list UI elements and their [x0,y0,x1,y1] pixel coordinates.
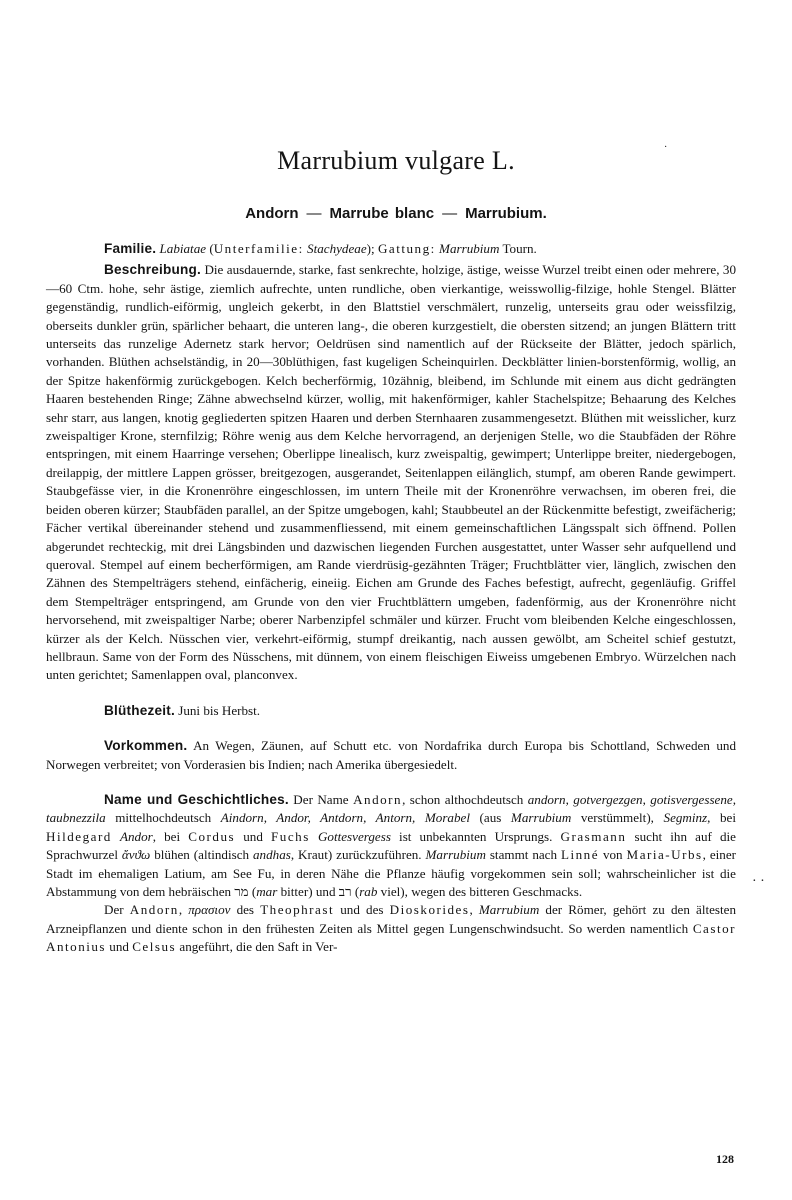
familie-label: Familie. [104,241,157,256]
french-name: Marrube blanc [329,205,435,222]
latin-name: Marrubium. [465,205,547,222]
text-run: Marrubium [425,847,486,863]
vorkommen-paragraph [46,737,736,774]
page-title: Marrubium vulgare L. [277,146,515,175]
text-run: Castor Antonius [46,920,736,955]
text-run: Der [104,902,130,918]
text-run: Cordus [188,828,236,844]
text-run: Grasmann [560,828,627,844]
german-name: Andorn [245,205,299,222]
text-run: stammt nach [485,847,561,863]
text-run: , schon althochdeutsch [402,791,528,807]
separator: — [306,205,322,222]
page-number: 128 [716,1152,734,1166]
text-run: des [230,902,261,918]
text-run: und des [334,902,390,918]
text-run: Andor [120,828,153,844]
text-run: Marrubium [510,810,572,826]
text-run: , einer Stadt im ehemaligen Latium, am See Fu, in deren Nähe die Pflanze häufig vorgekommen sein soll; wahrscheinlicher ist die Abstammung von dem hebräischen [46,847,737,899]
beschreibung-label: Beschreibung. [104,262,202,278]
text-run: viel), wegen des bitteren Geschmacks. [377,884,583,899]
text-run: Dioskorides [389,902,470,918]
family-name: Labiatae [159,241,207,256]
text-run [310,829,318,844]
text-run: , [178,902,189,918]
beschreibung-text: Die ausdauernde, starke, fast senkrechte, holzige, ästige, weisse Wurzel treibt einen oder mehrere, 30—60 Ctm. hohe, sehr ästige, ziemlich aufrechte, unten rundliche, oben vierkantige, weisswollig-filzige, hohle Stengel. Blätter gegenständig, rundlich-eiförmig, ungleich gekerbt, in den Blattstiel verschmälert, runzelig, unterseits grau oder weissfilzig, oberseits dunkler grün, spärlicher behaart, die unteren lang-, die oberen kurzgestielt, die obersten sitzend; an jungen Blättern tritt unterseits das runzelige Adernetz stark hervor; Oeldrüsen sind namentlich auf der Rückseite der Blätter, jedoch spärlich, vorhanden. Blüthen achselständig, in 20—30blüthigen, fast kugeligen Scheinquirlen. Deckblätter linien-borstenförmig, wollig, an der Spitze hakenförmig zurückgebogen. Kelch becherförmig, 10zähnig, bleibend, im Schlunde mit einem aus dicht gedrängten Haaren bestehenden Ringe; Zähne abwechselnd kürzer, wollig, mit hakenförmiger, kahler Stachelspitze; Behaarung des Kelches sehr starr, aus langen, knotig gegliederten spitzen Haaren und derben Sternhaaren zusammengesetzt. Blüthen mit weisslicher, kurz zweispaltiger Krone, sternfilzig; Röhre wenig aus dem Kelche hervorragend, an derjenigen Stelle, wo die Staubfäden der Röhre entspringen, mit einem Haarringe versehen; Oberlippe linealisch, kurz zweispaltig, gewimpert; Unterlippe breiter, niedergebogen, dreilappig, der mittlere Lappen grösser, breitgezogen, ausgerandet, Seitenlappen eilänglich, stumpf, am oberen Rande gewimpert. Staubgefässe vier, in die Kronenröhre eingeschlossen, im untern Theile mit der Kronenröhre verwachsen, im oberen frei, die beiden oberen kürzer; Staubfäden parallel, an der Spitze umgebogen, kahl; Staubbeutel an der Rückenmitte befestigt, zweifächerig; Fächer vertikal übereinander stehend und zusammenfliessend, mit einem gemeinschaftlichen Längsspalt sich öffnend. Pollen abgerundet rechteckig, mit drei Längsbinden und dazwischen liegenden Furchen ausgestattet, unter Wasser sehr aufquellend und queroval. Stempel auf einem becherförmigen, am Rande vierdrüsig-gezähnten Träger; Fruchtblätter vier, länglich, zwischen den Zähnen des Stempelträgers stehend, einfächerig, eineiig. Eichen am Grunde des Faches befestigt, aufrecht, gegenläufig. Griffel dem Stempelträger entspringend, am Grunde von den vier Fruchtblättern umgeben, fadenförmig, aus der Kronenröhre nicht hervorsehend, mit zweispaltiger Narbe; oberer Narbenzipfel schmäler und kürzer. Frucht vom bleibenden Kelche eingeschlossen, kürzer als der Kelch. Nüsschen vier, verkehrt-eiförmig, stumpf dreikantig, nach aussen gewölbt, am Scheitel schief gestutzt, hellbraun. Same von der Form des Nüsschens, mit dünnem, von einem fleischigen Eiweiss umgebenen Embryo. Würzelchen nach unten gerichtet; Samenlappen oval, planconvex. [46,262,736,683]
text-run: (aus [469,810,511,826]
text-run: Theophrast [260,902,335,918]
name-label: Name und Geschichtliches. [104,791,289,807]
text-run: , bei [707,810,736,826]
text-run: mar [256,884,278,899]
text-run: ist unbekannten Ursprungs. [390,828,561,844]
text-run: verstümmelt), [571,810,664,826]
text-run: Fuchs [271,828,310,844]
text-run: rab [359,884,378,899]
text-run: Aindorn, Andor, Antdorn, Antorn, Morabel [220,810,470,826]
text-run: Hildegard [46,828,112,844]
text-run: Linné [560,847,600,863]
separator: — [442,205,458,222]
text-run: ἄνϑω [121,847,151,863]
text-run: mittelhochdeutsch [105,810,221,826]
text-run: Gattung: [377,241,436,256]
text-run: angeführt, die den Saft in Ver- [176,939,338,955]
text-run: und [106,939,133,955]
text-run: andhas [253,847,291,863]
text-run: Celsus [132,939,177,955]
text-run: Andorn [129,902,179,918]
vorkommen-text: An Wegen, Zäunen, auf Schutt etc. von Nordafrika durch Europa bis Schottland, Schweden und Norwegen verbreitet; von Vorderasien bis Indien; nach Amerika übergesiedelt. [46,738,736,772]
text-run [112,829,120,844]
andorn-paragraph [46,901,736,956]
text-run: , bei [152,828,189,844]
vorkommen-label: Vorkommen. [104,738,188,754]
text-run: ); [366,241,378,256]
text-run: ( [351,884,360,899]
text-run: Maria-Urbs [626,847,703,863]
text-run: Unterfamilie: [213,241,304,256]
genus-name: Marrubium [439,241,500,256]
familie-paragraph [46,240,736,258]
main-text [46,240,736,957]
text-run: der Römer, gehört zu den ältesten Arzneipflanzen und diente schon in den frühesten Zeiten als Mittel gegen Lungenschwindsucht. So werden namentlich [46,902,737,936]
greek-word: πρασιον [188,902,231,918]
text-run: und [235,828,272,844]
text-run: Gottesvergess [317,828,391,844]
bluethezeit-label: Blüthezeit. [104,702,175,718]
text-run: bitter) und [277,884,339,899]
text-run: sucht ihn auf die Sprachwurzel [46,828,736,863]
scan-mark: · [664,142,668,153]
bluethezeit-paragraph [46,702,736,720]
text-run: , [469,902,479,918]
text-run: Andorn [353,791,403,807]
hebrew-word: מר [234,884,249,899]
text-run: andorn, gotvergezgen, gotisvergessene, taubnezzila [46,791,736,826]
scan-mark: · · [752,874,765,889]
text-run: von [599,847,627,863]
text-run: Marrubium [478,902,540,918]
text-run: blühen (altindisch [150,847,253,863]
text-run: ( [248,884,257,899]
text-run: Der Name [293,791,354,807]
text-run: Segminz [663,810,708,826]
hebrew-word: רב [338,884,352,899]
subfamily-name: Stachydeae [307,241,367,256]
text-run: , Kraut) zurückzuführen. [290,847,426,863]
bluethezeit-text: Juni bis Herbst. [178,702,261,718]
name-paragraph [46,791,736,901]
text-run: ( [206,241,214,256]
beschreibung-paragraph [46,261,736,684]
text-run: Tourn. [499,241,537,256]
common-names [0,205,792,222]
